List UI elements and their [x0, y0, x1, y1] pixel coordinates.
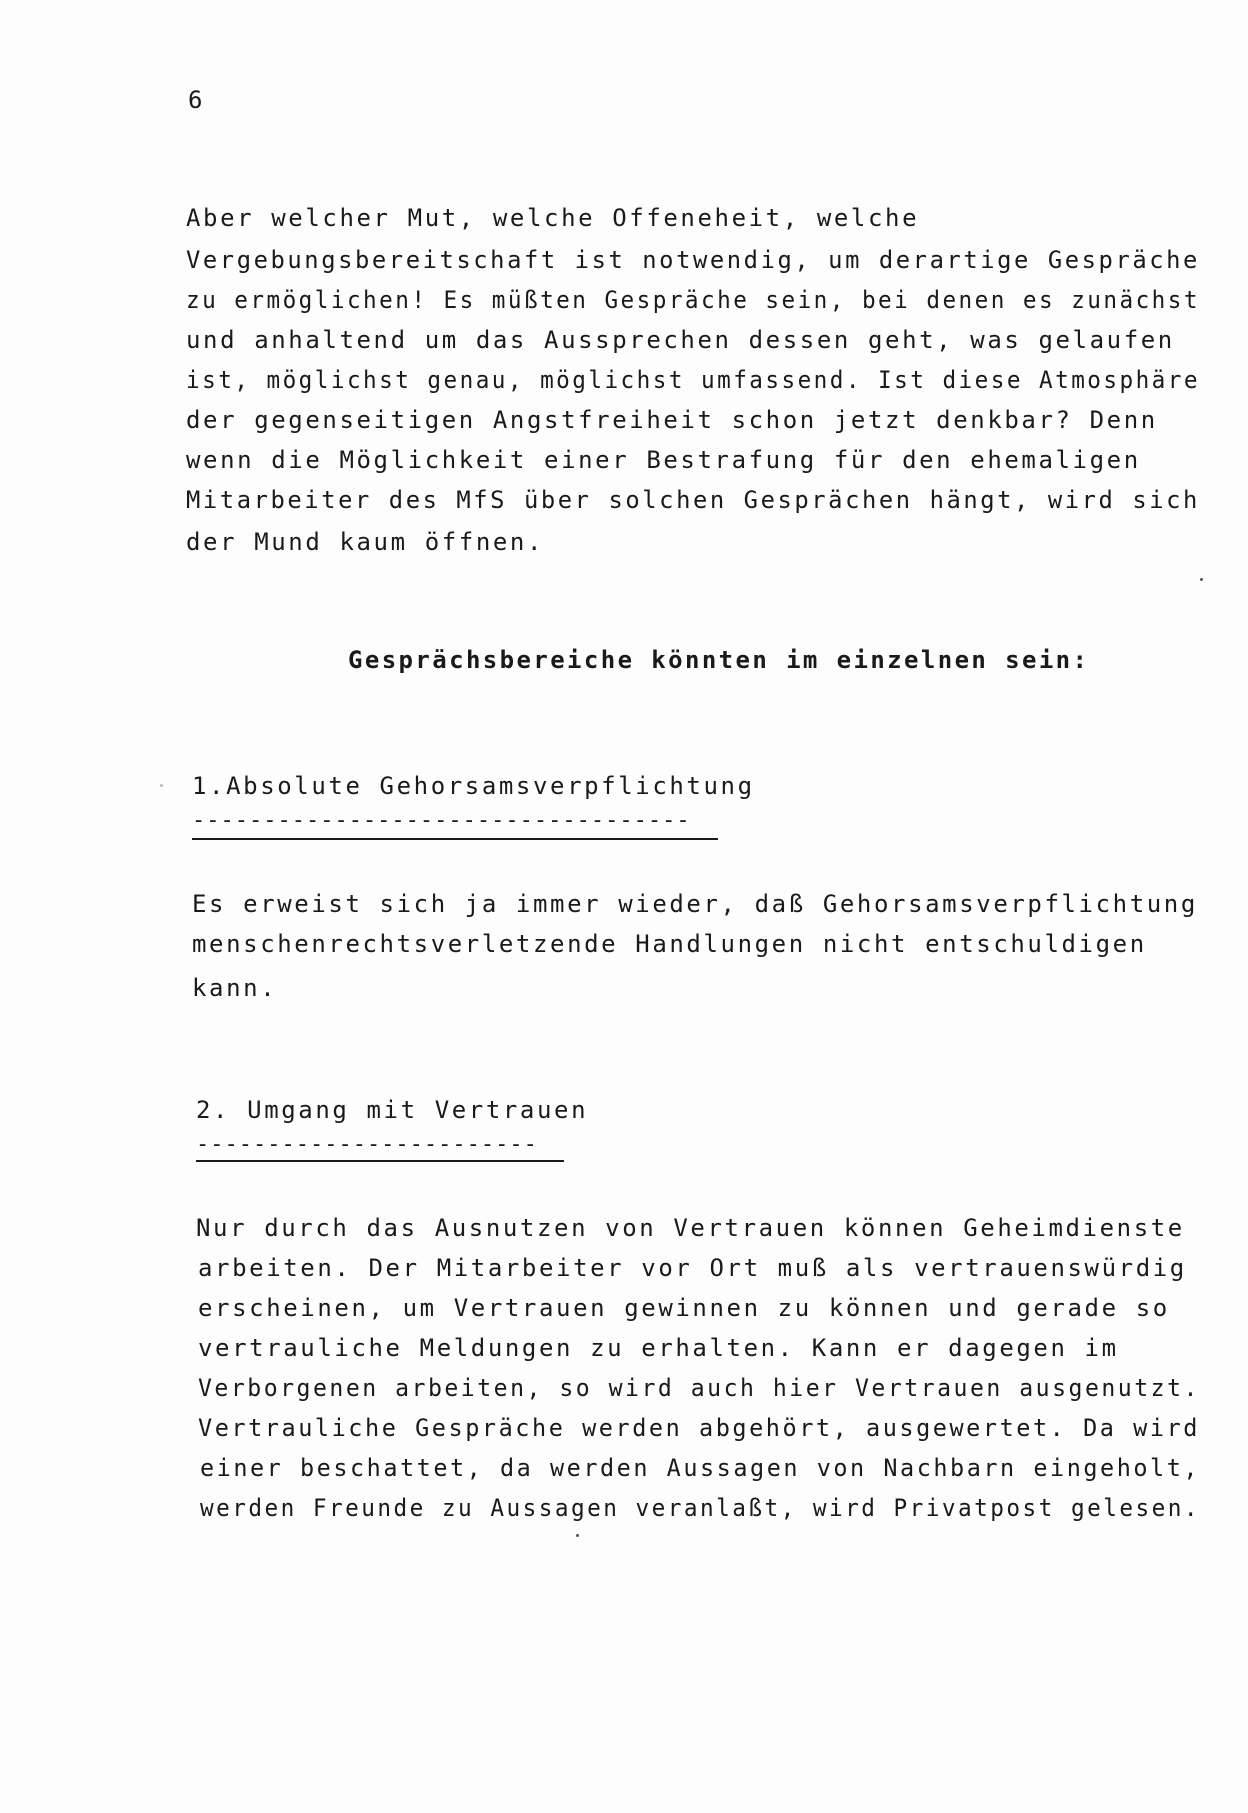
paragraph-line: zu ermöglichen! Es müßten Gespräche sein, bei denen es zunächst [186, 286, 1200, 314]
paragraph-line: werden Freunde zu Aussagen veranlaßt, wird Privatpost gelesen. [200, 1494, 1200, 1522]
paragraph-line: Vergebungsbereitschaft ist notwendig, um derartige Gespräche [186, 246, 1200, 274]
paragraph-line: Nur durch das Ausnutzen von Vertrauen können Geheimdienste [196, 1214, 1185, 1242]
page-number: 6 [188, 86, 204, 114]
paragraph-line: Aber welcher Mut, welche Offeneheit, welche [186, 204, 920, 232]
paragraph-line: Vertrauliche Gespräche werden abgehört, ausgewertet. Da wird [198, 1414, 1200, 1442]
section-1-solid-underline [192, 838, 718, 840]
section-1-title: 1.Absolute Gehorsamsverpflichtung [192, 772, 755, 800]
section-2-dashed-underline: ------------------------ [196, 1132, 538, 1157]
paragraph-line: der gegenseitigen Angstfreiheit schon jetzt denkbar? Denn [186, 406, 1158, 434]
paragraph-line: kann. [192, 974, 278, 1002]
paragraph-line: einer beschattet, da werden Aussagen von Nachbarn eingeholt, [200, 1454, 1201, 1482]
section-2-title: 2. Umgang mit Vertrauen [196, 1096, 589, 1124]
paragraph-line: wenn die Möglichkeit einer Bestrafung für den ehemaligen [186, 446, 1141, 474]
paragraph-line: ist, möglichst genau, möglichst umfassend. Ist diese Atmosphäre [186, 366, 1200, 394]
scan-speck [1200, 578, 1203, 581]
paragraph-line: Mitarbeiter des MfS über solchen Gesprächen hängt, wird sich [186, 486, 1200, 514]
paragraph-line: vertrauliche Meldungen zu erhalten. Kann er dagegen im [198, 1334, 1119, 1362]
paragraph-line: und anhaltend um das Aussprechen dessen geht, was gelaufen [186, 326, 1175, 354]
paragraph-line: Es erweist sich ja immer wieder, daß Gehorsamsverpflichtung [192, 890, 1198, 918]
paragraph-line: der Mund kaum öffnen. [186, 528, 545, 556]
section-2-solid-underline [196, 1160, 564, 1162]
section-heading: Gesprächsbereiche könnten im einzelnen sein: [348, 646, 1090, 674]
section-1-dashed-underline: ----------------------------------- [192, 808, 691, 833]
paragraph-line: menschenrechtsverletzende Handlungen nicht entschuldigen [192, 930, 1147, 958]
paragraph-line: erscheinen, um Vertrauen gewinnen zu können und gerade so [198, 1294, 1170, 1322]
paragraph-line: arbeiten. Der Mitarbeiter vor Ort muß als vertrauenswürdig [198, 1254, 1187, 1282]
paragraph-line: Verborgenen arbeiten, so wird auch hier Vertrauen ausgenutzt. [198, 1374, 1200, 1402]
scan-speck [160, 784, 163, 787]
scan-speck [576, 1534, 579, 1537]
